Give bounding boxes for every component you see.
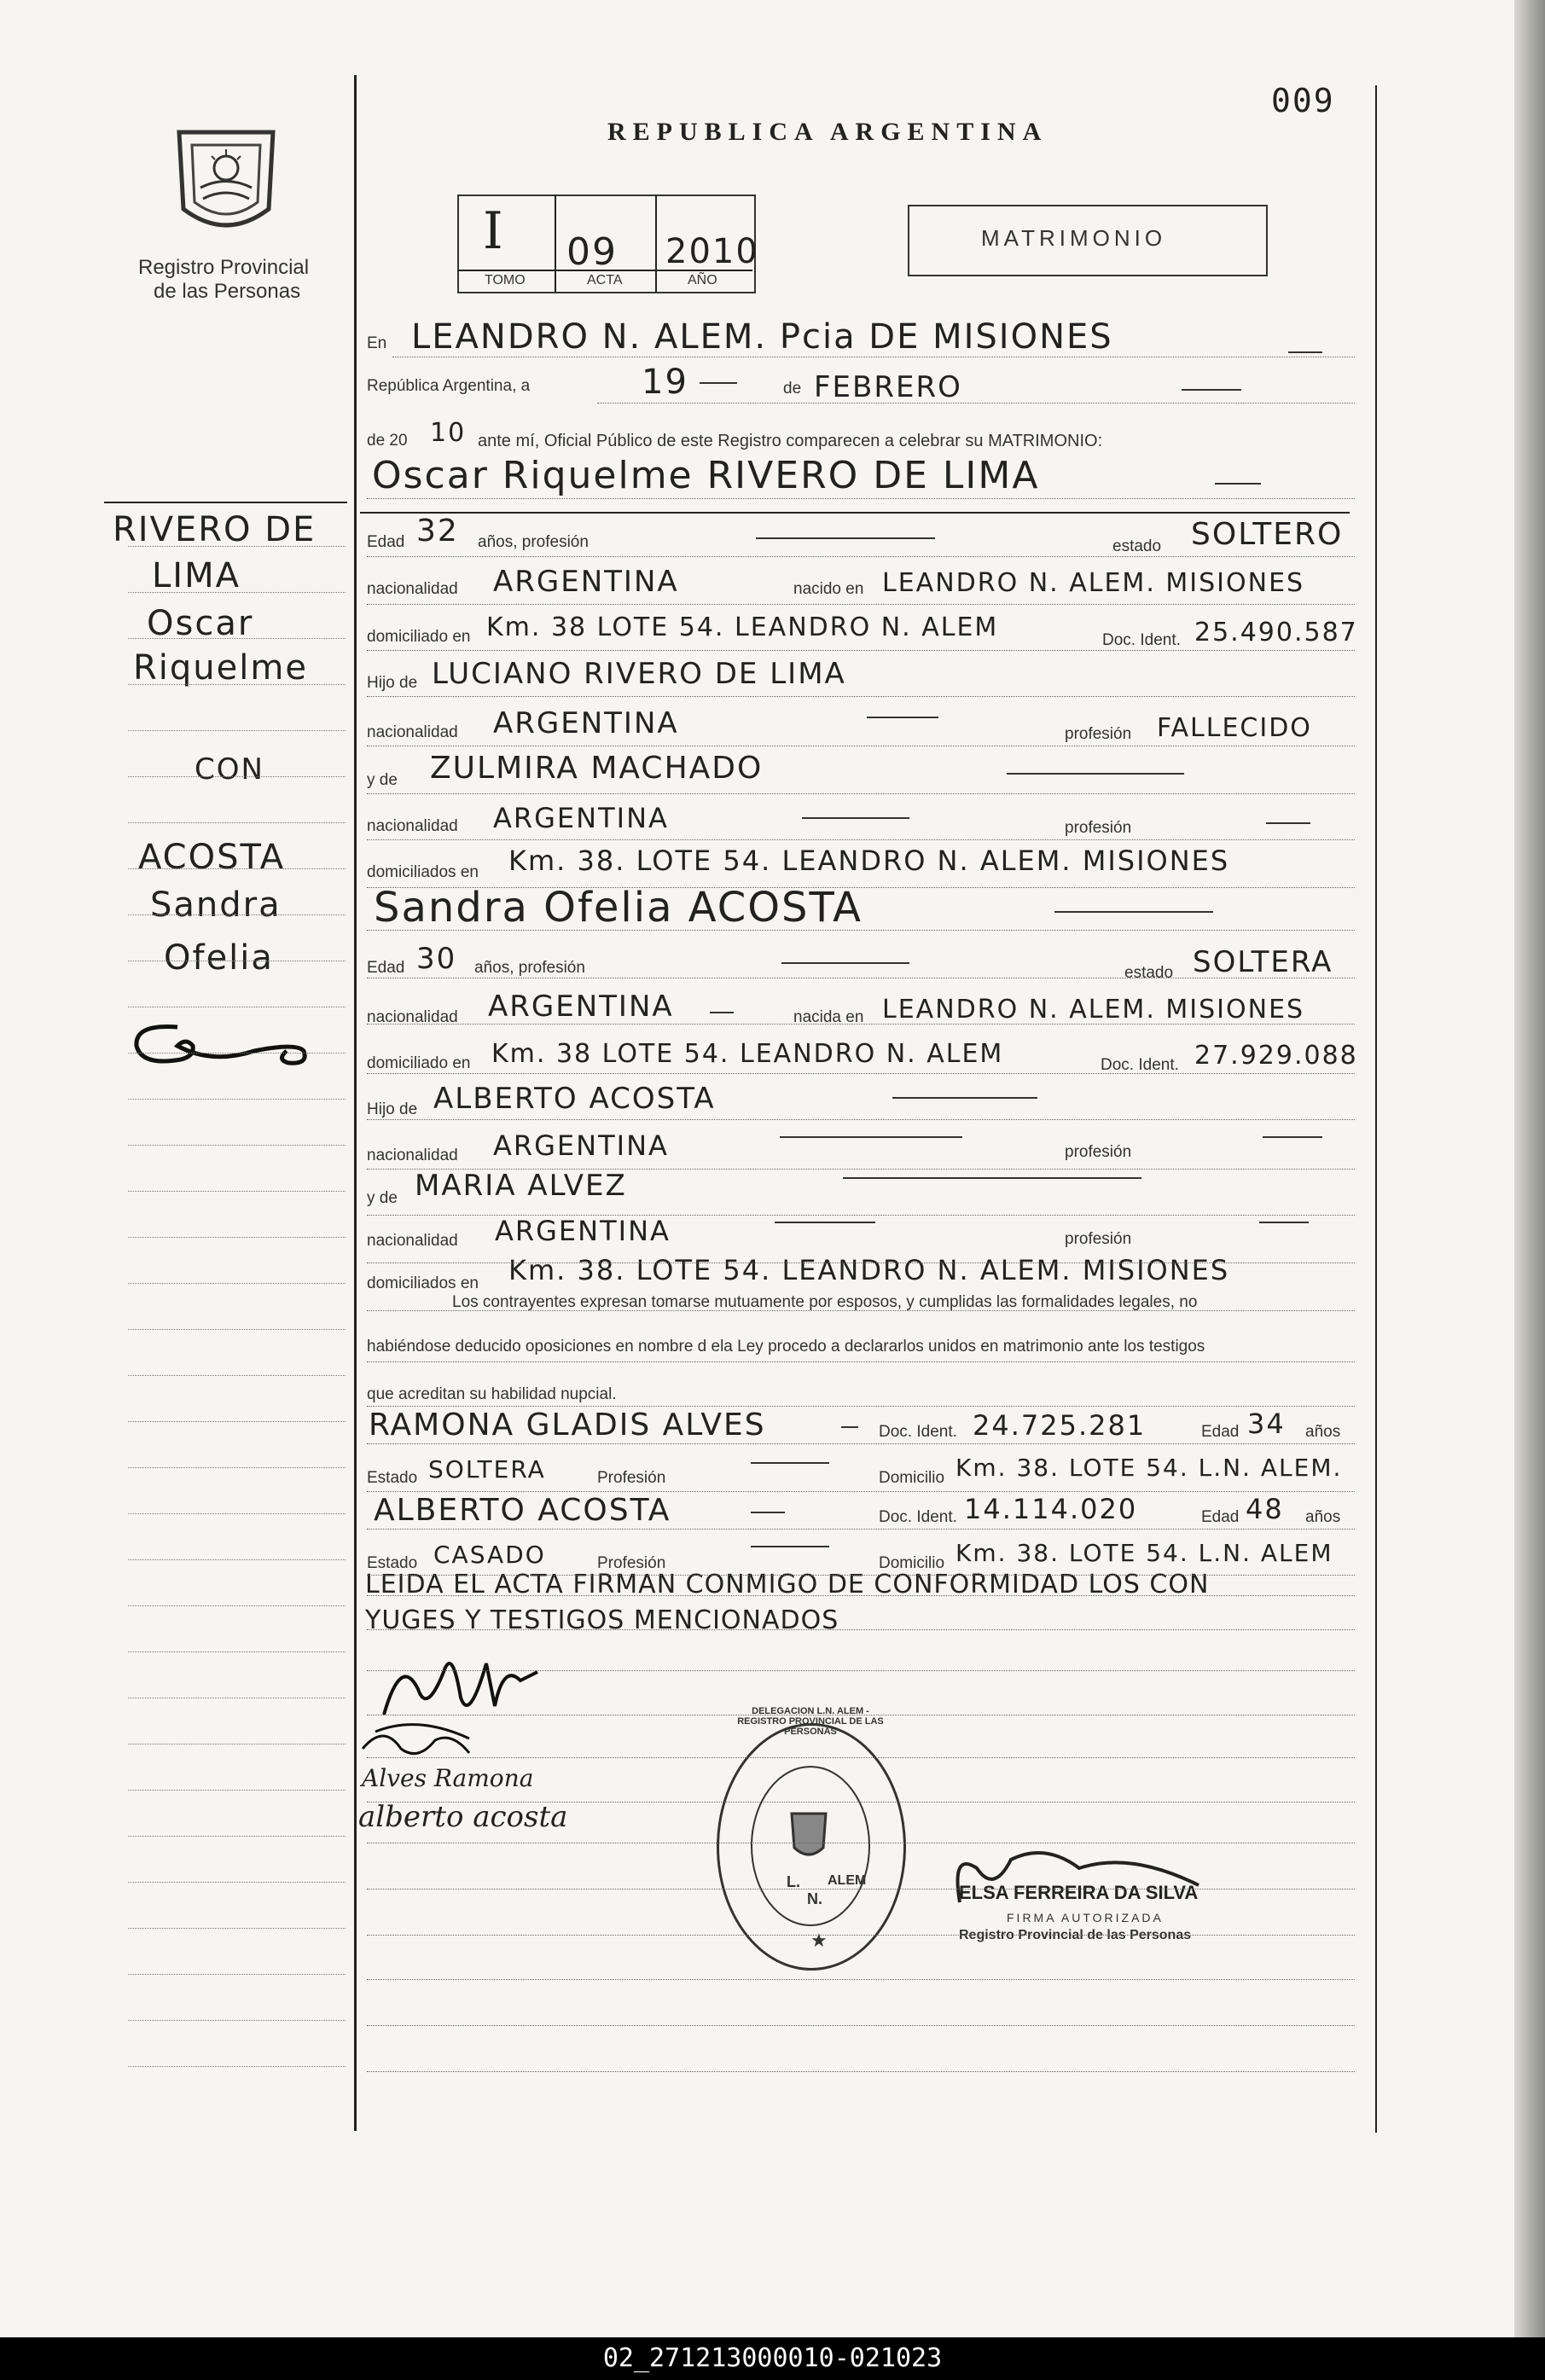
margin-rule bbox=[128, 1375, 346, 1376]
declaration-line1: Los contrayentes expresan tomarse mutuamente por esposos, y cumplidas las formalidades legales, no bbox=[452, 1293, 1198, 1311]
margin-rule bbox=[128, 546, 346, 547]
body-rule bbox=[367, 887, 1355, 888]
bride-mother-nacionalidad: ARGENTINA bbox=[495, 1215, 671, 1247]
witness2-age: 48 bbox=[1246, 1493, 1284, 1525]
intro-text: ante mí, Oficial Público de este Registro comparecen a celebrar su MATRIMONIO: bbox=[478, 432, 1103, 450]
bride-doc: 27.929.088 bbox=[1194, 1041, 1358, 1071]
bride-nacionalidad: ARGENTINA bbox=[488, 990, 674, 1024]
witness1-age: 34 bbox=[1247, 1408, 1286, 1440]
stamp-ring-text: DELEGACION L.N. ALEM - REGISTRO PROVINCIAL DE LAS PERSONAS bbox=[737, 1706, 884, 1737]
margin-note-5: CON bbox=[195, 752, 264, 787]
bride-nacida-en: LEANDRO N. ALEM. MISIONES bbox=[882, 995, 1305, 1025]
margin-rule bbox=[128, 1421, 346, 1422]
bride-nacionalidad-label: nacionalidad bbox=[367, 1008, 458, 1026]
body-rule bbox=[367, 1169, 1355, 1170]
tomo-value: I bbox=[483, 201, 505, 261]
witness2-anios-label: años bbox=[1305, 1508, 1341, 1526]
margin-note-1: RIVERO DE bbox=[113, 510, 317, 549]
stamp-inner-n: N. bbox=[807, 1890, 822, 1907]
witness2-domicilio-label: Domicilio bbox=[879, 1554, 945, 1572]
acta-value: 09 bbox=[566, 230, 618, 274]
body-rule bbox=[367, 1595, 1355, 1596]
declaration-line3: que acreditan su habilidad nupcial. bbox=[367, 1385, 617, 1403]
margin-separator bbox=[354, 75, 357, 2131]
bride-mother-nac-label: nacionalidad bbox=[367, 1232, 458, 1250]
groom-mother: ZULMIRA MACHADO bbox=[430, 751, 764, 786]
groom-parents-domicilio: Km. 38. LOTE 54. LEANDRO N. ALEM. MISIONES bbox=[508, 845, 1230, 877]
body-rule bbox=[367, 1406, 1355, 1407]
margin-rule bbox=[128, 1790, 346, 1791]
bride-father-nacionalidad: ARGENTINA bbox=[493, 1129, 669, 1162]
groom-estado-label: estado bbox=[1112, 537, 1162, 555]
groom-father-nac-label: nacionalidad bbox=[367, 723, 458, 741]
body-rule bbox=[367, 604, 1355, 605]
margin-rule bbox=[128, 1283, 346, 1284]
closing-line1: LEIDA EL ACTA FIRMAN CONMIGO DE CONFORMIDAD LOS CON bbox=[365, 1570, 1210, 1599]
body-rule bbox=[367, 1361, 1355, 1362]
margin-rule bbox=[128, 730, 346, 731]
margin-note-7: Sandra bbox=[150, 885, 282, 925]
groom-doc: 25.490.587 bbox=[1194, 618, 1358, 647]
margin-rule bbox=[128, 1882, 346, 1883]
groom-nacionalidad-label: nacionalidad bbox=[367, 580, 458, 598]
body-rule bbox=[367, 1757, 1355, 1758]
bride-domicilio-label: domiciliado en bbox=[367, 1054, 471, 1072]
body-rule bbox=[367, 1491, 1355, 1492]
stamp-inner-l: L. bbox=[787, 1873, 800, 1890]
acta-label: ACTA bbox=[587, 273, 623, 287]
witness2-doc: 14.114.020 bbox=[964, 1493, 1138, 1525]
logo-ring-text bbox=[1, 1, 11, 2]
registry-name-line1: Registro Provincial bbox=[138, 256, 310, 279]
groom-parents-dom-label: domiciliados en bbox=[367, 863, 479, 881]
groom-father-nacionalidad: ARGENTINA bbox=[493, 706, 679, 740]
body-rule bbox=[367, 839, 1355, 840]
groom-domicilio: Km. 38 LOTE 54. LEANDRO N. ALEM bbox=[486, 612, 999, 642]
witness1-edad-label: Edad bbox=[1201, 1423, 1240, 1441]
margin-rule bbox=[128, 914, 346, 915]
bride-profesion-label: años, profesión bbox=[474, 959, 585, 977]
bride-yde-label: y de bbox=[367, 1189, 398, 1207]
witness1-estado: SOLTERA bbox=[428, 1455, 546, 1483]
margin-rule bbox=[128, 1651, 346, 1652]
margin-rule bbox=[128, 1099, 346, 1100]
bride-hijo-label: Hijo de bbox=[367, 1100, 418, 1118]
body-rule bbox=[367, 1310, 1355, 1311]
bride-mother-prof-label: profesión bbox=[1065, 1230, 1132, 1248]
margin-rule bbox=[128, 1559, 346, 1560]
republica-label: República Argentina, a bbox=[367, 377, 531, 395]
margin-rule bbox=[128, 1928, 346, 1929]
groom-nacionalidad: ARGENTINA bbox=[493, 565, 679, 599]
margin-rule bbox=[128, 592, 346, 593]
witness1-name: RAMONA GLADIS ALVES bbox=[369, 1408, 766, 1443]
groom-father-prof-label: profesión bbox=[1065, 725, 1132, 743]
bride-father: ALBERTO ACOSTA bbox=[433, 1082, 716, 1116]
official-signature bbox=[943, 1834, 1233, 1919]
witness1-doc-label: Doc. Ident. bbox=[879, 1423, 957, 1441]
body-rule bbox=[367, 1529, 1355, 1530]
margin-rule bbox=[128, 1053, 346, 1054]
body-rule bbox=[367, 1073, 1355, 1074]
closing-line2: YUGES Y TESTIGOS MENCIONADOS bbox=[365, 1605, 839, 1635]
groom-doc-label: Doc. Ident. bbox=[1102, 631, 1181, 649]
margin-note-8: Ofelia bbox=[164, 938, 274, 978]
witness1-domicilio-label: Domicilio bbox=[879, 1469, 945, 1487]
margin-note-3: Oscar bbox=[147, 604, 254, 643]
body-rule bbox=[367, 1670, 1355, 1671]
groom-mother-prof-label: profesión bbox=[1065, 819, 1132, 837]
body-rule bbox=[367, 1575, 1355, 1576]
page-number: 009 bbox=[1271, 82, 1335, 119]
bride-nacida-label: nacida en bbox=[793, 1008, 864, 1026]
official-title: FIRMA AUTORIZADA bbox=[1007, 1911, 1164, 1924]
witness2-estado: CASADO bbox=[433, 1541, 546, 1569]
stamp-emblem-icon bbox=[783, 1805, 834, 1865]
body-rule bbox=[367, 1119, 1355, 1120]
body-rule bbox=[367, 1979, 1355, 1980]
body-rule bbox=[367, 556, 1355, 557]
margin-rule bbox=[128, 2020, 346, 2021]
witness2-name: ALBERTO ACOSTA bbox=[374, 1493, 671, 1528]
witness1-profesion-label: Profesión bbox=[597, 1469, 666, 1487]
page-edge bbox=[1514, 0, 1545, 2337]
margin-rule bbox=[128, 1191, 346, 1192]
margin-rule bbox=[128, 1974, 346, 1975]
groom-mother-nac-label: nacionalidad bbox=[367, 817, 458, 835]
en-label: En bbox=[367, 334, 387, 352]
file-code: 02_271213000010-021023 bbox=[0, 2337, 1545, 2380]
witness2-edad-label: Edad bbox=[1201, 1508, 1240, 1526]
margin-rule bbox=[128, 868, 346, 869]
body-rule bbox=[367, 1443, 1355, 1444]
body-rule bbox=[367, 696, 1355, 697]
page-number-rule bbox=[1375, 85, 1377, 2133]
bride-parents-dom-label: domiciliados en bbox=[367, 1274, 479, 1292]
margin-rule bbox=[128, 776, 346, 777]
place: LEANDRO N. ALEM. Pcia DE MISIONES bbox=[411, 317, 1113, 357]
margin-rule bbox=[128, 822, 346, 823]
margin-rule bbox=[128, 1513, 346, 1514]
bride-estado: SOLTERA bbox=[1193, 945, 1333, 979]
bride-parents-domicilio: Km. 38. LOTE 54. LEANDRO N. ALEM. MISIONES bbox=[508, 1254, 1230, 1286]
anio-label: AÑO bbox=[688, 273, 717, 287]
provincial-seal-logo bbox=[162, 115, 290, 243]
margin-rule bbox=[128, 1836, 346, 1837]
groom-mother-nacionalidad: ARGENTINA bbox=[493, 802, 669, 834]
witness2-domicilio: Km. 38. LOTE 54. L.N. ALEM bbox=[955, 1539, 1333, 1567]
bride-father-prof-label: profesión bbox=[1065, 1143, 1132, 1161]
margin-rule bbox=[128, 1605, 346, 1606]
groom-nacido-en: LEANDRO N. ALEM. MISIONES bbox=[882, 568, 1305, 598]
groom-edad-label: Edad bbox=[367, 533, 405, 551]
bride-domicilio: Km. 38 LOTE 54. LEANDRO N. ALEM bbox=[491, 1039, 1004, 1069]
country-title: REPUBLICA ARGENTINA bbox=[607, 118, 1048, 146]
margin-rule bbox=[128, 684, 346, 685]
groom-name: Oscar Riquelme RIVERO DE LIMA bbox=[372, 454, 1040, 497]
groom-yde-label: y de bbox=[367, 771, 398, 789]
body-rule bbox=[367, 2025, 1355, 2026]
margin-rule bbox=[128, 2066, 346, 2067]
year-suffix: 10 bbox=[430, 418, 467, 448]
groom-father: LUCIANO RIVERO DE LIMA bbox=[432, 657, 846, 691]
body-rule bbox=[367, 650, 1355, 651]
groom-nacido-label: nacido en bbox=[793, 580, 864, 598]
stamp-star-icon: ★ bbox=[810, 1930, 828, 1951]
bride-signature bbox=[358, 1715, 486, 1766]
margin-note-2: LIMA bbox=[152, 556, 241, 595]
witness2-doc-label: Doc. Ident. bbox=[879, 1508, 957, 1526]
witness1-domicilio: Km. 38. LOTE 54. L.N. ALEM. bbox=[955, 1454, 1343, 1482]
declaration-line2: habiéndose deducido oposiciones en nombre d ela Ley procedo a declararlos unidos en matrimonio ante los testigos bbox=[367, 1338, 1205, 1355]
groom-domicilio-label: domiciliado en bbox=[367, 628, 471, 646]
bride-edad-label: Edad bbox=[367, 959, 405, 977]
groom-profesion-label: años, profesión bbox=[478, 533, 589, 551]
official-org: Registro Provincial de las Personas bbox=[959, 1928, 1192, 1942]
stamp-inner-alem: ALEM bbox=[828, 1873, 867, 1888]
official-name: ELSA FERREIRA DA SILVA bbox=[959, 1882, 1199, 1903]
groom-estado: SOLTERO bbox=[1191, 517, 1344, 552]
tomo-label: TOMO bbox=[485, 273, 526, 287]
bride-mother: MARIA ALVEZ bbox=[415, 1169, 627, 1203]
record-type: MATRIMONIO bbox=[981, 225, 1167, 251]
margin-rule bbox=[128, 1329, 346, 1330]
groom-age: 32 bbox=[416, 514, 459, 549]
bride-estado-label: estado bbox=[1124, 964, 1174, 982]
witness2-profesion-label: Profesión bbox=[597, 1554, 666, 1572]
witness1-anios-label: años bbox=[1305, 1423, 1341, 1441]
anio-value: 2010 bbox=[665, 232, 759, 271]
margin-rule bbox=[128, 1237, 346, 1238]
body-rule bbox=[367, 1935, 1355, 1936]
body-rule bbox=[367, 1629, 1355, 1630]
month: FEBRERO bbox=[814, 370, 962, 404]
body-rule bbox=[367, 1024, 1355, 1025]
witness1-doc: 24.725.281 bbox=[973, 1409, 1147, 1442]
margin-note-4: Riquelme bbox=[133, 648, 308, 688]
bride-name: Sandra Ofelia ACOSTA bbox=[374, 884, 863, 932]
bride-father-nac-label: nacionalidad bbox=[367, 1146, 458, 1164]
margin-rule bbox=[128, 1467, 346, 1468]
groom-father-profesion: FALLECIDO bbox=[1157, 713, 1312, 743]
day: 19 bbox=[642, 363, 688, 402]
de-label: de bbox=[783, 380, 802, 398]
witness2-signature: alberto acosta bbox=[358, 1800, 568, 1834]
groom-hijo-label: Hijo de bbox=[367, 674, 418, 692]
bride-age: 30 bbox=[416, 942, 457, 976]
body-rule bbox=[367, 1215, 1355, 1216]
witness2-estado-label: Estado bbox=[367, 1554, 418, 1572]
body-rule bbox=[367, 793, 1355, 794]
margin-flourish bbox=[126, 1017, 314, 1071]
witness1-signature: Alves Ramona bbox=[362, 1764, 534, 1792]
witness1-estado-label: Estado bbox=[367, 1469, 418, 1487]
year-prefix: de 20 bbox=[367, 432, 408, 450]
bride-doc-label: Doc. Ident. bbox=[1101, 1056, 1179, 1074]
margin-rule bbox=[128, 638, 346, 639]
margin-rule bbox=[128, 1145, 346, 1146]
body-rule bbox=[367, 2071, 1355, 2072]
registry-name-line2: de las Personas bbox=[154, 280, 301, 303]
margin-note-6: ACOSTA bbox=[138, 838, 286, 877]
